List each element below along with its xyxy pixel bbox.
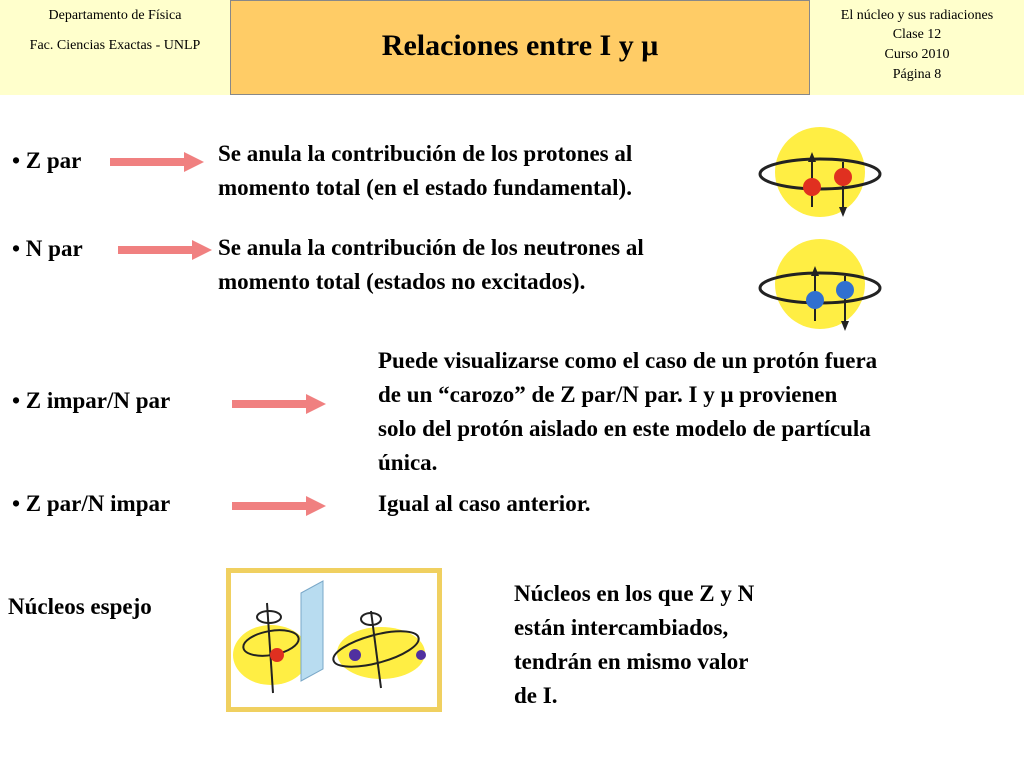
text-z-par-n-impar: Igual al caso anterior. xyxy=(378,491,591,516)
label-z-par-n-impar: • Z par/N impar xyxy=(12,491,171,516)
label-n-par: • N par xyxy=(12,236,83,261)
faculty-name: Fac. Ciencias Exactas - UNLP xyxy=(29,38,201,53)
nucleus-neutrons-icon xyxy=(755,236,885,336)
page-number: Página 8 xyxy=(892,67,942,82)
arrow-icon xyxy=(232,392,327,416)
department-name: Departamento de Física xyxy=(48,8,182,23)
class-number: Clase 12 xyxy=(892,27,942,42)
header-right xyxy=(810,0,1024,95)
header-title-box xyxy=(230,0,810,95)
header-left xyxy=(0,0,230,95)
course-year: Curso 2010 xyxy=(884,47,950,62)
nucleus-protons-icon xyxy=(755,122,885,222)
course-topic: El núcleo y sus radiaciones xyxy=(840,8,994,23)
mirror-nuclei-icon xyxy=(231,573,437,707)
page-title: Relaciones entre I y μ xyxy=(381,29,659,62)
text-z-impar-n-par: Puede visualizarse como el caso de un protón fuera de un “carozo” de Z par/N par. I y μ provienen solo del protón aislado en este modelo de partícula única. xyxy=(378,348,878,475)
arrow-icon xyxy=(232,494,327,518)
text-n-par: Se anula la contribución de los neutrones al momento total (estados no excitados). xyxy=(218,235,644,294)
label-z-impar-n-par: • Z impar/N par xyxy=(12,388,171,413)
arrow-icon xyxy=(110,150,205,174)
arrow-icon xyxy=(118,238,213,262)
mirror-nuclei-image xyxy=(226,568,442,712)
label-nucleos-espejo: Núcleos espejo xyxy=(8,594,152,619)
label-z-par: • Z par xyxy=(12,148,82,173)
text-z-par: Se anula la contribución de los protones al momento total (en el estado fundamental). xyxy=(218,141,633,200)
text-nucleos-espejo: Núcleos en los que Z y N están intercambiados, tendrán en mismo valor de I. xyxy=(514,581,755,708)
